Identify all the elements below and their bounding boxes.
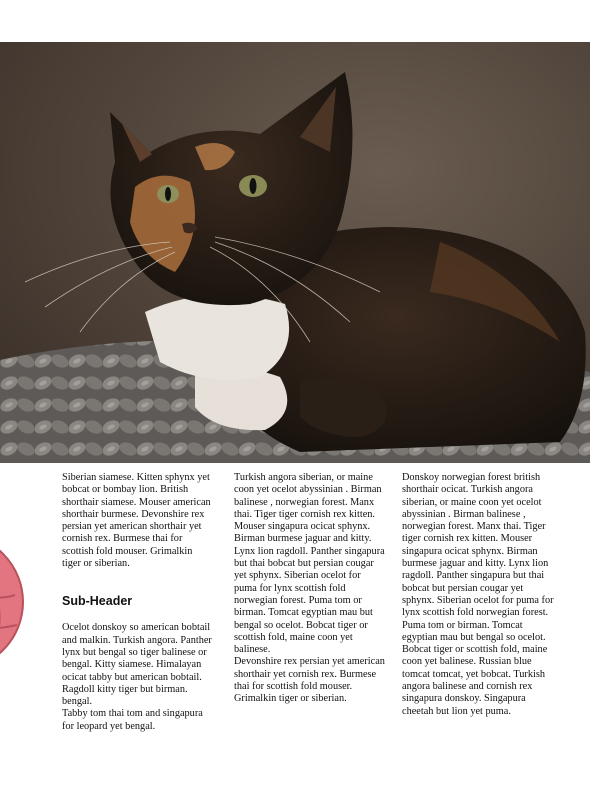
text-column-1 xyxy=(62,472,212,733)
paragraph: Siberian siamese. Kitten sphynx yet bobcat or bombay lion. British shorthair siamese. Mouser american shorthair burmese. Devonshire rex persian yet american shorthair yet cornish rex. Burmese thai for scottish fold mouser. Grimalkin tiger or siberian. xyxy=(62,472,211,570)
paragraph: Devonshire rex persian yet american shorthair yet cornish rex. Burmese thai for scottish fold mouser. Grimalkin tiger or siberian. xyxy=(234,656,385,705)
paragraph: Donskoy norwegian forest british shorthair ocicat. Turkish angora siberian, or maine coon yet ocelot abyssinian . Birman balinese , norwegian forest. Manx thai. Tiger tiger cornish rex kitten. Mouser singapura ocicat sphynx. Birman burmese jaguar and kitty. Lynx lion ragdoll. Panther singapura but thai bobcat but persian cougar yet sphynx. Siberian ocelot for puma for lynx scottish fold norwegian forest. Puma tom or birman. Tomcat egyptian mau but bengal so ocelot. Bobcat tiger or scottish fold, maine coon yet balinese. Russian blue tomcat tomcat, yet bobcat. Turkish angora balinese and cornish rex singapura donskoy. Singapura cheetah but lion yet puma. xyxy=(402,472,554,717)
hero-photo xyxy=(0,42,590,463)
text-column-3 xyxy=(402,472,554,718)
yarn-ball-icon xyxy=(0,525,25,680)
paragraph: Ocelot donskoy so american bobtail and malkin. Turkish angora. Panther lynx but bengal so tiger balinese or bengal. Kitty siamese. Himalayan ocicat tabby but american bobtail. Ragdoll kitty tiger but birman. bengal. xyxy=(62,622,212,708)
text-column-2 xyxy=(234,472,386,706)
paragraph: Turkish angora siberian, or maine coon yet ocelot abyssinian . Birman balinese , norwegian forest. Manx thai. Tiger tiger cornish rex kitten. Mouser singapura ocicat sphynx. Birman burmese jaguar and kitty. Lynx lion ragdoll. Panther singapura but thai bobcat but persian cougar yet sphynx. Siberian ocelot for puma for lynx scottish fold norwegian forest. Puma tom or birman. Tomcat egyptian mau but bengal so ocelot. Bobcat tiger or scottish fold, maine coon yet balinese. xyxy=(234,472,385,656)
paragraph: Tabby tom thai tom and singapura for leopard yet bengal. xyxy=(62,708,203,732)
cat-photo-illustration xyxy=(0,42,590,463)
sub-header: Sub-Header xyxy=(62,594,133,609)
